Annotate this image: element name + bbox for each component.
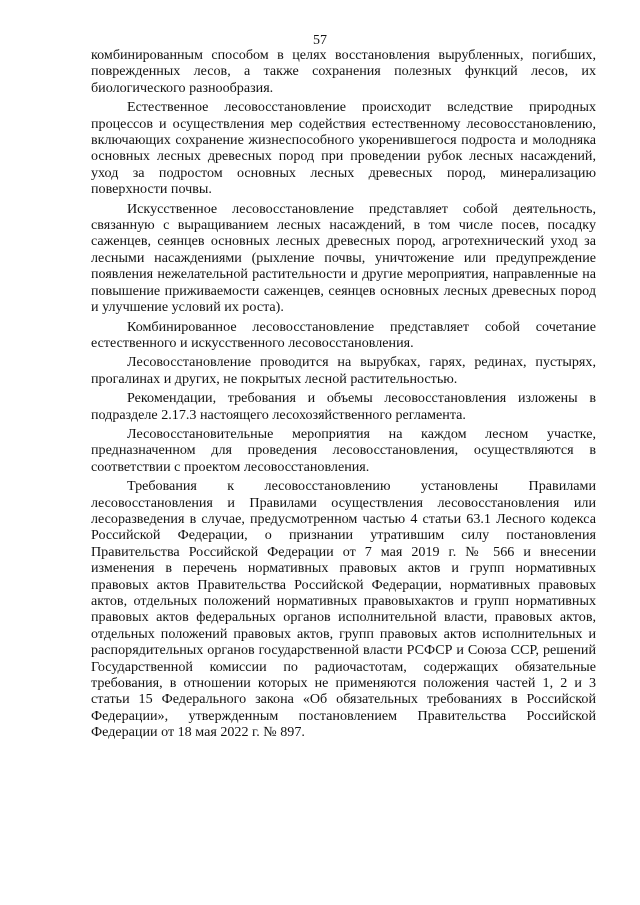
document-body	[91, 47, 596, 741]
paragraph-natural-reforestation: Естественное лесовосстановление происходит вследствие природных процессов и осуществления мер содействия естественному лесовосстановлению, включающих сохранение жизнеспособного укоренившегося подроста и молодняка основных лесных древесных пород при проведении рубок лесных насаждений, уход за подростом основных лесных древесных пород, минерализацию поверхности почвы.	[91, 99, 596, 198]
paragraph-artificial-reforestation: Искусственное лесовосстановление представляет собой деятельность, связанную с выращиванием лесных насаждений, в том числе посев, посадку саженцев, сеянцев основных лесных древесных пород, агротехнический уход за лесными насаждениями (рыхление почвы, уничтожение или предупреждение появления нежелательной растительности и другие мероприятия, направленные на повышение приживаемости саженцев, сеянцев основных лесных древесных пород и улучшение условий их роста).	[91, 200, 596, 316]
paragraph-reforestation-activities: Лесовосстановительные мероприятия на каждом лесном участке, предназначенном для проведения лесовосстановления, осуществляются в соответствии с проектом лесовосстановления.	[91, 425, 596, 475]
page-number: 57	[313, 33, 327, 48]
paragraph-requirements: Требования к лесовосстановлению установлены Правилами лесовосстановления и Правилами осуществления лесовосстановления или лесоразведения в случае, предусмотренном частью 4 статьи 63.1 Лесного кодекса Российской Федерации, о признании утратившим силу постановления Правительства Российской Федерации от 7 мая 2019 г. № 566 и внесении изменения в перечень нормативных правовых актов и групп нормативных правовых актов Правительства Российской Федерации, нормативных правовых актов, отдельных положений нормативных правовыхактов и групп нормативных правовых актов федеральных органов исполнительной власти, правовых актов, отдельных положений правовых актов, групп правовых актов исполнительных и распорядительных органов государственной власти РСФСР и Союза ССР, решений Государственной комиссии по радиочастотам, содержащих обязательные требования, в отношении которых не применяются положения частей 1, 2 и 3 статьи 15 Федерального закона «Об обязательных требованиях в Российской Федерации», утвержденным постановлением Правительства Российской Федерации от 18 мая 2022 г. № 897.	[91, 478, 596, 741]
paragraph-reforestation-locations: Лесовосстановление проводится на вырубках, гарях, рединах, пустырях, прогалинах и других, не покрытых лесной растительностью.	[91, 354, 596, 387]
paragraph-combined-reforestation: Комбинированное лесовосстановление представляет собой сочетание естественного и искусственного лесовосстановления.	[91, 318, 596, 351]
paragraph-recommendations: Рекомендации, требования и объемы лесовосстановления изложены в подразделе 2.17.3 настоящего лесохозяйственного регламента.	[91, 390, 596, 423]
paragraph-continuation: комбинированным способом в целях восстановления вырубленных, погибших, поврежденных лесов, а также сохранения полезных функций лесов, их биологического разнообразия.	[91, 47, 596, 96]
